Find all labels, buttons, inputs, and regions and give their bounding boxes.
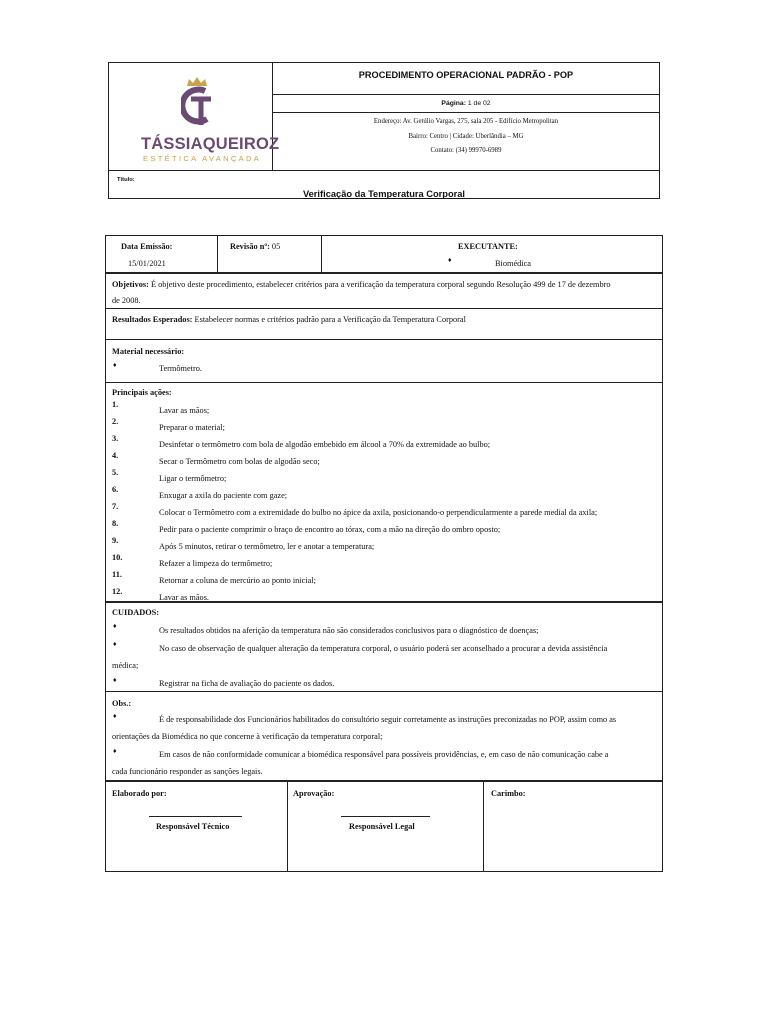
- bullet-icon: ♦: [113, 747, 117, 755]
- acao-number: 3.: [112, 434, 119, 443]
- elaborado-label: Elaborado por:: [112, 789, 167, 798]
- divider: [217, 236, 218, 273]
- acao-number: 10.: [112, 553, 123, 562]
- signature-line: [149, 816, 242, 817]
- acao-number: 7.: [112, 502, 119, 511]
- executante-label: EXECUTANTE:: [458, 242, 518, 251]
- procedure-table: [105, 235, 663, 872]
- divider: [483, 781, 484, 872]
- obs-item-2-line-1: Em casos de não conformidade comunicar a biomédica responsável para possíveis providências, e, em caso de não comunicação cabe a: [159, 750, 609, 759]
- elaborado-role: Responsável Técnico: [156, 822, 230, 831]
- doc-title: PROCEDIMENTO OPERACIONAL PADRÃO - POP: [273, 63, 659, 95]
- acao-item: Ligar o termômetro;: [159, 474, 227, 483]
- divider: [106, 691, 662, 692]
- logo-monogram-icon: [181, 85, 215, 129]
- acao-number: 1.: [112, 400, 119, 409]
- logo-cell: [109, 63, 280, 170]
- obs-item-1-line-2: orientações da Biomédica no que concerne à verificação da temperatura corporal;: [112, 732, 383, 741]
- revisao: [230, 242, 280, 251]
- bullet-icon: ♦: [448, 256, 452, 264]
- document-header: [108, 62, 660, 199]
- acao-item: Retornar a coluna de mercúrio ao ponto inicial;: [159, 576, 316, 585]
- obs-item-2-line-2: cada funcionário responder as sanções legais.: [112, 767, 263, 776]
- obs-label: Obs.:: [112, 699, 132, 708]
- divider: [106, 382, 662, 383]
- bullet-icon: ♦: [113, 640, 117, 648]
- cuidados-label: CUIDADOS:: [112, 608, 160, 617]
- executante-value: Biomédica: [495, 259, 531, 268]
- bullet-icon: ♦: [113, 622, 117, 630]
- divider: [287, 781, 288, 872]
- page-indicator: [273, 95, 659, 113]
- divider: [106, 781, 662, 782]
- obs-item-1-line-1: É de responsabilidade dos Funcionários habilitados do consultório seguir corretamente as instruções preconizadas no POP, assim como as: [159, 715, 617, 724]
- divider: [106, 339, 662, 340]
- logo: [123, 65, 280, 169]
- titulo-label: Título:: [117, 177, 135, 183]
- page-value: 1 de 02: [467, 100, 491, 107]
- aprovacao-label: Aprovação:: [293, 789, 335, 798]
- acao-item: Desinfetar o termômetro com bola de algodão embebido em álcool a 70% da extremidade ao bulbo;: [159, 440, 491, 449]
- acao-item: Após 5 minutos, retirar o termômetro, ler e anotar a temperatura;: [159, 542, 375, 551]
- data-emissao-label: Data Emissão:: [121, 242, 173, 251]
- acao-number: 5.: [112, 468, 119, 477]
- material-item: Termômetro.: [159, 364, 202, 373]
- cuidados-item-2-line-1: No caso de observação de qualquer alteração da temperatura corporal, o usuário poderá ser aconselhado a procurar a devida assistência: [159, 644, 608, 653]
- objetivos-text: É objetivo deste procedimento, estabelecer critérios para a verificação da temperatura corporal segundo Resolução 499 de 17 de dezembro: [150, 280, 611, 289]
- bullet-icon: ♦: [113, 361, 117, 369]
- data-emissao-value: 15/01/2021: [128, 259, 166, 268]
- divider: [106, 273, 662, 274]
- resultados-line: [112, 315, 466, 324]
- logo-subtitle: ESTÉTICA AVANÇADA: [143, 154, 262, 163]
- divider: [321, 236, 322, 273]
- divider: [106, 602, 662, 603]
- signature-line: [341, 816, 430, 817]
- acao-item: Preparar o material;: [159, 423, 225, 432]
- address-block: [273, 115, 659, 170]
- cuidados-item-1: Os resultados obtidos na aferição da temperatura não são considerados conclusivos para o diagnóstico de doenças;: [159, 626, 539, 635]
- acao-number: 4.: [112, 451, 119, 460]
- objetivos-line-2: de 2008.: [112, 296, 141, 305]
- resultados-text: Estabelecer normas e critérios padrão para a Verificação da Temperatura Corporal: [194, 315, 466, 324]
- carimbo-label: Carimbo:: [491, 789, 526, 798]
- cuidados-item-3: Registrar na ficha de avaliação do paciente os dados.: [159, 679, 335, 688]
- acao-item: Colocar o Termômetro com a extremidade do bulbo no ápice da axila, posicionando-o perpendicularmente a parede medial da axila;: [159, 508, 598, 517]
- material-label: Material necessário:: [112, 347, 185, 356]
- aprovacao-role: Responsável Legal: [349, 822, 415, 831]
- acoes-label: Principais ações:: [112, 388, 172, 397]
- contact-line: Contato: (34) 99970-6989: [430, 147, 502, 154]
- bullet-icon: ♦: [113, 676, 117, 684]
- acao-item: Pedir para o paciente comprimir o braço de encontro ao tórax, com a mão na direção do ombro oposto;: [159, 525, 501, 534]
- title-row: [109, 170, 659, 198]
- revisao-value: 05: [271, 242, 281, 251]
- page-label: Página:: [441, 100, 466, 107]
- divider: [106, 308, 662, 309]
- logo-name: TÁSSIAQUEIROZ: [141, 135, 280, 153]
- objetivos-label: Objetivos:: [112, 280, 149, 289]
- acao-number: 12.: [112, 587, 123, 596]
- acao-item: Refazer a limpeza do termômetro;: [159, 559, 273, 568]
- acao-item: Lavar as mãos;: [159, 406, 210, 415]
- resultados-label: Resultados Esperados:: [112, 315, 193, 324]
- acao-number: 11.: [112, 570, 122, 579]
- acao-number: 6.: [112, 485, 119, 494]
- acao-item: Enxugar a axila do paciente com gaze;: [159, 491, 288, 500]
- acao-number: 8.: [112, 519, 119, 528]
- acao-item: Secar o Termômetro com bolas de algodão seco;: [159, 457, 320, 466]
- acao-item: Lavar as mãos.: [159, 593, 209, 602]
- revisao-label: Revisão nº:: [230, 242, 270, 251]
- objetivos-line-1: [112, 280, 611, 289]
- acao-number: 2.: [112, 417, 119, 426]
- cuidados-item-2-line-2: médica;: [112, 661, 139, 670]
- acao-number: 9.: [112, 536, 119, 545]
- titulo-value: Verificação da Temperatura Corporal: [302, 189, 466, 199]
- address-line: Endereço: Av. Getúlio Vargas, 275, sala 205 - Edifício Metropolitan: [373, 118, 559, 125]
- bullet-icon: ♦: [113, 712, 117, 720]
- city-line: Bairro: Centro | Cidade: Uberlândia – MG: [408, 132, 524, 140]
